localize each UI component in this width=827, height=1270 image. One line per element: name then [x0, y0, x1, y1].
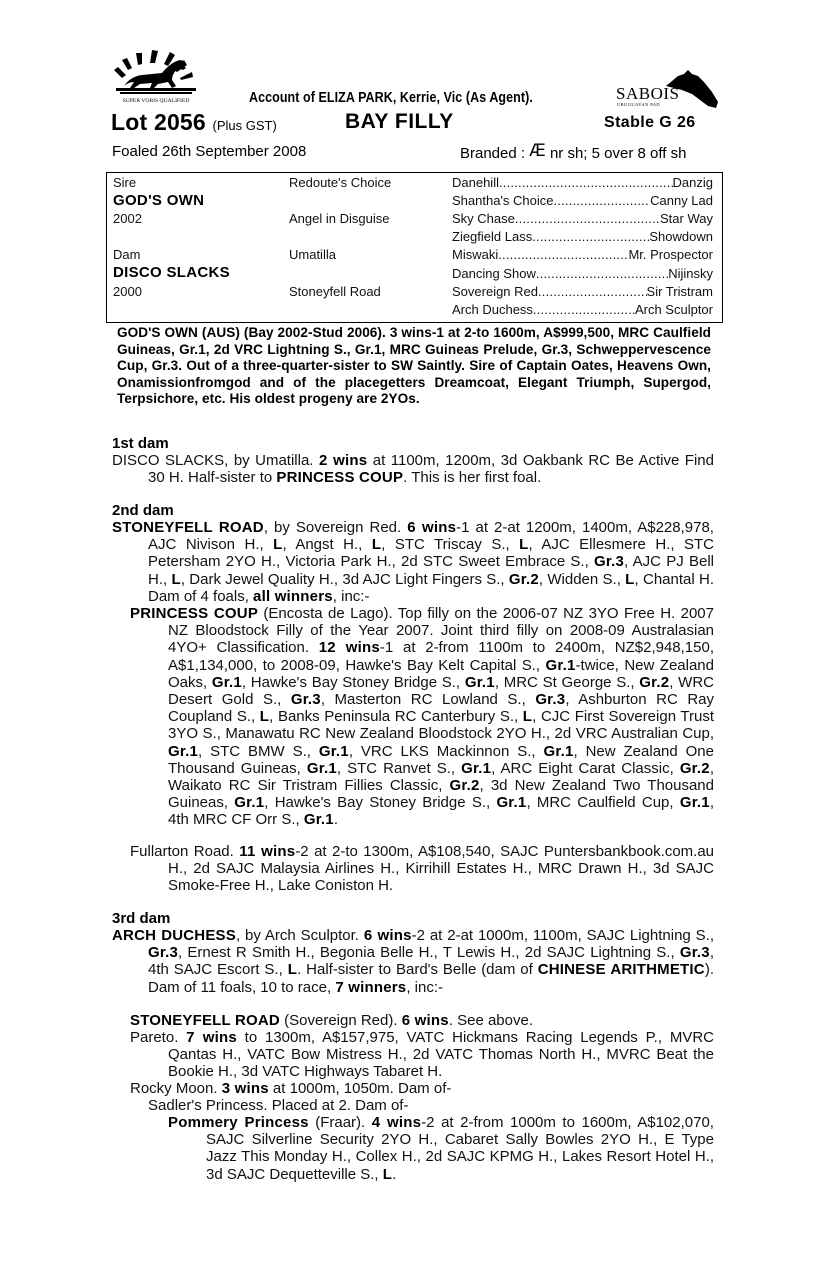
lot-label: Lot 2056 [111, 109, 206, 135]
grandsire-paternal: Redoute's Choice [289, 175, 392, 190]
logo-caption: SUPER VOBIS QUALIFIED [122, 98, 190, 104]
third-dam-text: ARCH DUCHESS, by Arch Sculptor. 6 wins-2 at 2-at 1000m, 1100m, SAJC Lightning S., Gr.3, Ernest R Smith H., Begonia Belle H., T Lewis H., 2d SAJC Lightning S., Gr.3, 4th SAJC Escort S., L. Half-sister to Bard's Belle (dam of CHINESE ARITHMETIC). Dam of 11 foals, 10 to race, 7 winners, inc:- [112, 927, 714, 996]
first-dam-text: DISCO SLACKS, by Umatilla. 2 wins at 1100m, 1200m, 3d Oakbank RC Be Active Find 30 H. Half-sister to PRINCESS COUP. This is her first foal. [112, 452, 714, 487]
third-dam-heading: 3rd dam [112, 910, 171, 927]
progeny-fullarton-road: Fullarton Road. 11 wins-2 at 2-to 1300m, A$108,540, SAJC Puntersbankbook.com.au H., 2d SAJC Malaysia Airlines H., Kirrihill Estates H., MRC Drawn H., 3d SAJC Smoke-Free H., Lake Coniston H. [130, 843, 715, 895]
progeny-sadlers-princess: Sadler's Princess. Placed at 2. Dam of- [148, 1097, 409, 1114]
great-grandparent-row: Arch Duchess ..... Arch Sculptor [452, 302, 713, 317]
lot-gst-note: (Plus GST) [212, 118, 277, 133]
great-grandparent-row: Sovereign Red ..... Sir Tristram [452, 284, 713, 299]
progeny-princess-coup: PRINCESS COUP (Encosta de Lago). Top filly on the 2006-07 NZ 3YO Free H. 2007 NZ Bloodstock Filly of the Year 2007. Joint third filly on 2008-09 Australasian 4YO+ Classification. 12 wins-1 at 2-from 1100m to 2400m, NZ$2,948,150, A$1,134,000, to 2008-09, Hawke's Bay Kelt Capital S., Gr.1-twice, New Zealand Oaks, Gr.1, Hawke's Bay Stoney Bridge S., Gr.1, MRC St George S., Gr.2, WRC Desert Gold S., Gr.3, Masterton RC Lowland S., Gr.3, Ashburton RC Ray Coupland S., L, Banks Peninsula RC Canterbury S., L, CJC First Sovereign Trust 3YO S., Manawatu RC New Zealand Bloodstock 2YO H., 2d VRC Australian Cup, Gr.1, STC BMW S., Gr.1, VRC LKS Mackinnon S., Gr.1, New Zealand One Thousand Guineas, Gr.1, STC Ranvet S., Gr.1, ARC Eight Carat Classic, Gr.2, Waikato RC Sir Tristram Fillies Classic, Gr.2, 3d New Zealand Two Thousand Guineas, Gr.1, Hawke's Bay Stoney Bridge S., Gr.1, MRC Caulfield Cup, Gr.1, 4th MRC CF Orr S., Gr.1. [130, 605, 714, 829]
foaled-date: Foaled 26th September 2008 [112, 143, 307, 160]
pedigree-table [106, 172, 723, 323]
progeny-pommery-princess: Pommery Princess (Fraar). 4 wins-2 at 2-from 1000m to 1600m, A$102,070, SAJC Silverline Security 2YO H., Cabaret Sally Bowles 2YO H., E Type Jazz This Monday H., Collex H., 2d SAJC KPMG H., Lakes Resort Hotel H., 3d SAJC Dequetteville S., L. [168, 1114, 714, 1183]
horse-description: BAY FILLY [345, 110, 454, 133]
lot-number [111, 109, 277, 136]
granddam-paternal: Angel in Disguise [289, 211, 390, 226]
super-vobis-logo [110, 48, 202, 108]
horse-sunburst-icon [110, 48, 202, 98]
dam-year: 2000 [113, 284, 142, 299]
sabois-subtext: URUGUAYAN PAD [617, 102, 661, 107]
branded-label: Branded : [460, 145, 526, 162]
brand-mark-icon: Æ [529, 141, 546, 161]
stable-location: Stable G 26 [604, 114, 696, 131]
sabois-logo [612, 70, 724, 112]
great-grandparent-row: Shantha's Choice ..... Canny Lad [452, 193, 713, 208]
vendor-account: Account of ELIZA PARK, Kerrie, Vic (As Agent). [249, 90, 533, 106]
brand-info [460, 143, 686, 163]
second-dam-text: STONEYFELL ROAD, by Sovereign Red. 6 wins-1 at 2-at 1200m, 1400m, A$228,978, AJC Nivison H., L, Angst H., L, STC Triscay S., L, AJC Ellesmere H., STC Petersham 2YO H., Victoria Park H., 2d STC Sweet Embrace S., Gr.3, AJC PJ Bell H., L, Dark Jewel Quality H., 3d AJC Light Fingers S., Gr.2, Widden S., L, Chantal H. Dam of 4 foals, all winners, inc:- [112, 519, 714, 605]
great-grandparent-row: Danehill ..... Danzig [452, 175, 713, 190]
first-dam-heading: 1st dam [112, 435, 169, 452]
great-grandparent-row: Dancing Show ..... Nijinsky [452, 266, 713, 281]
progeny-stoneyfell-road: STONEYFELL ROAD (Sovereign Red). 6 wins. See above. [130, 1012, 533, 1029]
progeny-rocky-moon: Rocky Moon. 3 wins at 1000m, 1050m. Dam of- [130, 1080, 452, 1097]
dam-name: DISCO SLACKS [113, 264, 230, 281]
sire-summary: GOD'S OWN (AUS) (Bay 2002-Stud 2006). 3 wins-1 at 2-to 1600m, A$999,500, MRC Caulfield Guineas, Gr.1, 2d VRC Lightning S., Gr.1, MRC Guineas Prelude, Gr.3, Schweppervescence Cup, Gr.3. Out of a three-quarter-sister to SW Saintly. Sire of Captain Oates, Heavens Own, Onamissionfromgod and of the placegetters Dreamcoat, Elegant Triumph, Supergod, Terpsichore, etc. His oldest progeny are 2YOs. [117, 325, 711, 407]
sire-name: GOD'S OWN [113, 192, 205, 209]
second-dam-heading: 2nd dam [112, 502, 174, 519]
progeny-pareto: Pareto. 7 wins to 1300m, A$157,975, VATC Hickmans Racing Legends P., MVRC Qantas H., VATC Bow Mistress H., 2d VATC Thomas North H., MVRC Beat the Bookie H., 3d VATC Highways Tabaret H. [130, 1029, 714, 1081]
grandsire-maternal: Umatilla [289, 247, 336, 262]
dam-label: Dam [113, 247, 141, 262]
sire-year: 2002 [113, 211, 142, 226]
branded-details: nr sh; 5 over 8 off sh [549, 145, 687, 162]
great-grandparent-row: Ziegfield Lass ..... Showdown [452, 229, 713, 244]
great-grandparent-row: Sky Chase ..... Star Way [452, 211, 713, 226]
granddam-maternal: Stoneyfell Road [289, 284, 381, 299]
great-grandparent-row: Miswaki ..... Mr. Prospector [452, 247, 713, 262]
sabois-wordmark: SABOIS [616, 84, 680, 103]
sire-label: Sire [113, 175, 137, 190]
